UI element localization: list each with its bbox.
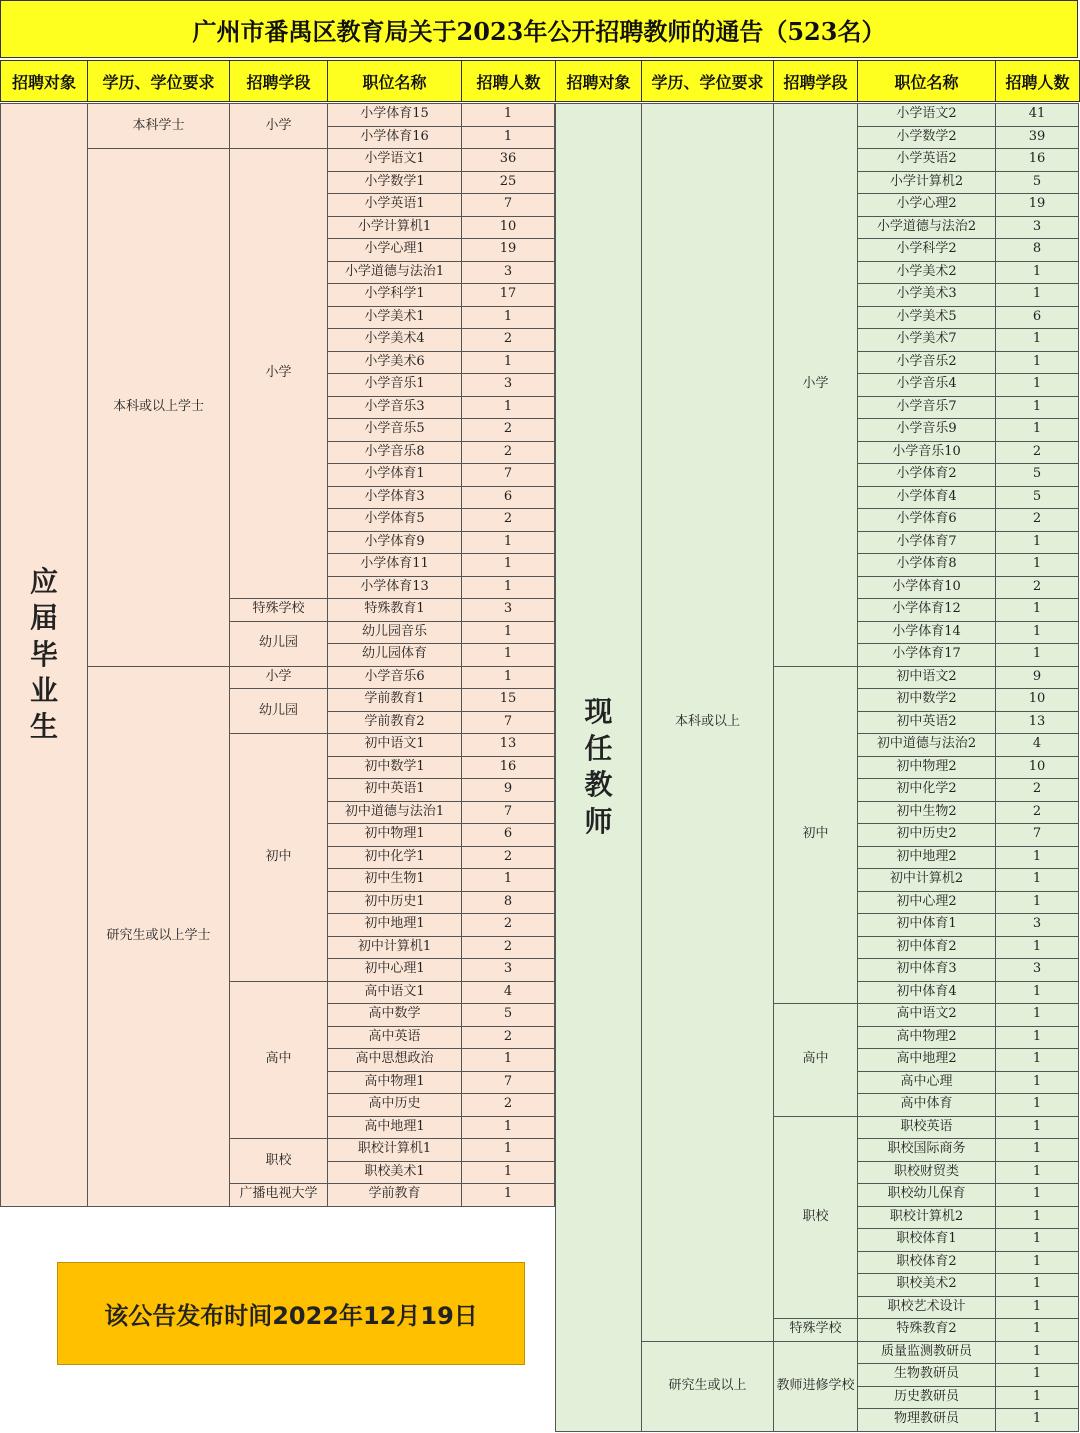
header-left-4: 招聘人数	[461, 60, 556, 102]
job-title-cell: 小学美术1	[327, 306, 462, 330]
job-title-cell: 高中英语	[327, 1026, 462, 1050]
job-count-cell: 41	[995, 103, 1079, 127]
left-stage-cell: 初中	[229, 733, 328, 982]
job-title-cell: 小学计算机1	[327, 216, 462, 240]
job-count-cell: 1	[461, 1116, 555, 1140]
header-right-1: 学历、学位要求	[641, 60, 774, 102]
left-edu-requirement: 研究生或以上学士	[87, 666, 230, 1207]
right-stage-cell: 初中	[773, 666, 858, 1005]
job-count-cell: 7	[995, 823, 1079, 847]
job-title-cell: 小学音乐9	[857, 418, 996, 442]
job-count-cell: 5	[461, 1003, 555, 1027]
job-title-cell: 职校艺术设计	[857, 1296, 996, 1320]
job-title-cell: 特殊教育1	[327, 598, 462, 622]
job-title-cell: 职校体育1	[857, 1228, 996, 1252]
left-stage-cell: 职校	[229, 1138, 328, 1184]
job-title-cell: 小学美术5	[857, 306, 996, 330]
job-count-cell: 3	[461, 373, 555, 397]
job-count-cell: 1	[461, 1138, 555, 1162]
job-title-cell: 小学数学2	[857, 126, 996, 150]
job-title-cell: 初中化学2	[857, 778, 996, 802]
job-count-cell: 1	[995, 1093, 1079, 1117]
left-stage-cell: 小学	[229, 148, 328, 599]
job-title-cell: 小学体育15	[327, 103, 462, 127]
job-title-cell: 初中历史2	[857, 823, 996, 847]
job-title-cell: 职校美术1	[327, 1161, 462, 1185]
job-count-cell: 16	[461, 756, 555, 780]
job-title-cell: 小学体育11	[327, 553, 462, 577]
job-count-cell: 15	[461, 688, 555, 712]
job-title-cell: 小学音乐3	[327, 396, 462, 420]
job-count-cell: 7	[461, 711, 555, 735]
job-title-cell: 初中地理1	[327, 913, 462, 937]
job-title-cell: 物理教研员	[857, 1408, 996, 1432]
job-title-cell: 小学体育6	[857, 508, 996, 532]
job-title-cell: 初中历史1	[327, 891, 462, 915]
right-edu-requirement: 研究生或以上	[641, 1341, 774, 1432]
job-count-cell: 10	[461, 216, 555, 240]
job-count-cell: 2	[461, 508, 555, 532]
job-count-cell: 4	[995, 733, 1079, 757]
left-stage-cell: 幼儿园	[229, 688, 328, 734]
job-count-cell: 5	[995, 463, 1079, 487]
job-title-cell: 小学音乐5	[327, 418, 462, 442]
job-title-cell: 初中数学2	[857, 688, 996, 712]
job-title-cell: 小学心理2	[857, 193, 996, 217]
right-edu-requirement: 本科或以上	[641, 103, 774, 1342]
job-title-cell: 高中物理1	[327, 1071, 462, 1095]
job-count-cell: 8	[995, 238, 1079, 262]
job-count-cell: 1	[995, 261, 1079, 285]
job-count-cell: 2	[995, 778, 1079, 802]
job-count-cell: 7	[461, 463, 555, 487]
left-stage-cell: 幼儿园	[229, 621, 328, 667]
job-title-cell: 小学体育5	[327, 508, 462, 532]
job-title-cell: 小学音乐8	[327, 441, 462, 465]
job-count-cell: 1	[461, 1183, 555, 1207]
job-count-cell: 1	[995, 1318, 1079, 1342]
right-stage-cell: 特殊学校	[773, 1318, 858, 1342]
job-title-cell: 职校英语	[857, 1116, 996, 1140]
header-left-1: 学历、学位要求	[87, 60, 230, 102]
job-title-cell: 职校体育2	[857, 1251, 996, 1275]
job-title-cell: 生物教研员	[857, 1363, 996, 1387]
job-title-cell: 初中生物2	[857, 801, 996, 825]
job-title-cell: 小学美术2	[857, 261, 996, 285]
page-title: 广州市番禺区教育局关于2023年公开招聘教师的通告（523名）	[0, 0, 1078, 58]
job-count-cell: 1	[995, 981, 1079, 1005]
job-title-cell: 小学数学1	[327, 171, 462, 195]
job-count-cell: 2	[461, 328, 555, 352]
job-count-cell: 25	[461, 171, 555, 195]
job-count-cell: 7	[461, 1071, 555, 1095]
job-count-cell: 1	[995, 1273, 1079, 1297]
job-title-cell: 初中体育4	[857, 981, 996, 1005]
right-target-cell: 现 任 教 师	[555, 103, 642, 1432]
job-count-cell: 1	[461, 531, 555, 555]
job-count-cell: 1	[461, 306, 555, 330]
job-title-cell: 小学英语2	[857, 148, 996, 172]
job-count-cell: 1	[995, 621, 1079, 645]
right-stage-cell: 教师进修学校	[773, 1341, 858, 1432]
job-count-cell: 1	[995, 643, 1079, 667]
job-count-cell: 1	[995, 1408, 1079, 1432]
job-count-cell: 1	[461, 666, 555, 690]
job-count-cell: 1	[461, 576, 555, 600]
job-count-cell: 1	[995, 531, 1079, 555]
job-title-cell: 小学体育13	[327, 576, 462, 600]
job-count-cell: 3	[461, 598, 555, 622]
job-count-cell: 3	[461, 958, 555, 982]
job-title-cell: 初中英语1	[327, 778, 462, 802]
job-count-cell: 13	[461, 733, 555, 757]
job-title-cell: 小学心理1	[327, 238, 462, 262]
job-count-cell: 1	[995, 598, 1079, 622]
job-title-cell: 初中数学1	[327, 756, 462, 780]
job-count-cell: 1	[995, 396, 1079, 420]
job-count-cell: 1	[995, 1341, 1079, 1365]
header-right-3: 职位名称	[857, 60, 996, 102]
job-count-cell: 1	[461, 1048, 555, 1072]
left-stage-cell: 小学	[229, 103, 328, 149]
job-title-cell: 小学道德与法治1	[327, 261, 462, 285]
job-count-cell: 2	[461, 418, 555, 442]
job-count-cell: 2	[995, 508, 1079, 532]
job-title-cell: 小学体育3	[327, 486, 462, 510]
job-count-cell: 1	[995, 1161, 1079, 1185]
job-count-cell: 9	[995, 666, 1079, 690]
job-count-cell: 1	[995, 1138, 1079, 1162]
job-count-cell: 1	[995, 1048, 1079, 1072]
job-title-cell: 小学体育8	[857, 553, 996, 577]
job-count-cell: 6	[995, 306, 1079, 330]
job-count-cell: 3	[995, 913, 1079, 937]
right-stage-cell: 职校	[773, 1116, 858, 1320]
job-title-cell: 小学美术3	[857, 283, 996, 307]
job-count-cell: 19	[461, 238, 555, 262]
left-edu-requirement: 本科或以上学士	[87, 148, 230, 667]
job-title-cell: 职校国际商务	[857, 1138, 996, 1162]
left-target-cell: 应 届 毕 业 生	[0, 103, 88, 1207]
job-title-cell: 初中体育3	[857, 958, 996, 982]
job-title-cell: 小学体育4	[857, 486, 996, 510]
job-count-cell: 1	[995, 283, 1079, 307]
job-count-cell: 10	[995, 756, 1079, 780]
job-count-cell: 1	[995, 1071, 1079, 1095]
job-count-cell: 1	[461, 396, 555, 420]
job-count-cell: 16	[995, 148, 1079, 172]
job-title-cell: 初中物理2	[857, 756, 996, 780]
job-count-cell: 1	[995, 846, 1079, 870]
job-count-cell: 5	[995, 486, 1079, 510]
job-count-cell: 1	[995, 1116, 1079, 1140]
job-count-cell: 1	[995, 1183, 1079, 1207]
job-title-cell: 职校幼儿保育	[857, 1183, 996, 1207]
job-title-cell: 高中地理2	[857, 1048, 996, 1072]
left-stage-cell: 广播电视大学	[229, 1183, 328, 1207]
header-right-0: 招聘对象	[555, 60, 642, 102]
job-title-cell: 小学体育1	[327, 463, 462, 487]
job-title-cell: 小学科学1	[327, 283, 462, 307]
job-title-cell: 小学体育16	[327, 126, 462, 150]
job-title-cell: 小学音乐6	[327, 666, 462, 690]
job-count-cell: 7	[461, 193, 555, 217]
job-count-cell: 13	[995, 711, 1079, 735]
job-count-cell: 19	[995, 193, 1079, 217]
job-count-cell: 1	[461, 103, 555, 127]
left-edu-requirement: 本科学士	[87, 103, 230, 149]
job-title-cell: 高中体育	[857, 1093, 996, 1117]
job-count-cell: 8	[461, 891, 555, 915]
job-count-cell: 1	[995, 1251, 1079, 1275]
job-title-cell: 小学语文2	[857, 103, 996, 127]
job-title-cell: 质量监测教研员	[857, 1341, 996, 1365]
job-title-cell: 学前教育1	[327, 688, 462, 712]
job-count-cell: 2	[461, 936, 555, 960]
job-count-cell: 10	[995, 688, 1079, 712]
job-title-cell: 高中地理1	[327, 1116, 462, 1140]
job-count-cell: 6	[461, 486, 555, 510]
job-count-cell: 3	[461, 261, 555, 285]
job-count-cell: 1	[995, 1296, 1079, 1320]
header-left-3: 职位名称	[327, 60, 462, 102]
job-count-cell: 1	[995, 1228, 1079, 1252]
right-stage-cell: 高中	[773, 1003, 858, 1117]
job-title-cell: 职校计算机2	[857, 1206, 996, 1230]
job-count-cell: 2	[995, 801, 1079, 825]
job-count-cell: 1	[995, 891, 1079, 915]
job-count-cell: 17	[461, 283, 555, 307]
job-count-cell: 1	[461, 126, 555, 150]
left-stage-cell: 高中	[229, 981, 328, 1140]
job-title-cell: 小学美术7	[857, 328, 996, 352]
job-title-cell: 初中英语2	[857, 711, 996, 735]
job-title-cell: 小学体育9	[327, 531, 462, 555]
job-title-cell: 初中道德与法治1	[327, 801, 462, 825]
job-count-cell: 3	[995, 216, 1079, 240]
job-count-cell: 2	[461, 1093, 555, 1117]
job-count-cell: 1	[461, 868, 555, 892]
job-title-cell: 初中语文2	[857, 666, 996, 690]
job-title-cell: 小学音乐4	[857, 373, 996, 397]
job-count-cell: 2	[461, 441, 555, 465]
job-title-cell: 幼儿园体育	[327, 643, 462, 667]
job-title-cell: 初中化学1	[327, 846, 462, 870]
job-title-cell: 小学美术4	[327, 328, 462, 352]
job-count-cell: 2	[461, 846, 555, 870]
job-title-cell: 初中地理2	[857, 846, 996, 870]
job-count-cell: 6	[461, 823, 555, 847]
job-count-cell: 4	[461, 981, 555, 1005]
job-title-cell: 初中生物1	[327, 868, 462, 892]
job-count-cell: 1	[995, 351, 1079, 375]
header-right-4: 招聘人数	[995, 60, 1080, 102]
job-count-cell: 1	[995, 328, 1079, 352]
job-title-cell: 小学体育12	[857, 598, 996, 622]
job-count-cell: 1	[995, 1003, 1079, 1027]
job-title-cell: 初中计算机1	[327, 936, 462, 960]
job-title-cell: 历史教研员	[857, 1386, 996, 1410]
job-title-cell: 小学音乐7	[857, 396, 996, 420]
job-count-cell: 1	[995, 553, 1079, 577]
job-count-cell: 2	[461, 1026, 555, 1050]
job-title-cell: 高中思想政治	[327, 1048, 462, 1072]
job-count-cell: 3	[995, 958, 1079, 982]
job-title-cell: 幼儿园音乐	[327, 621, 462, 645]
job-count-cell: 5	[995, 171, 1079, 195]
job-title-cell: 初中体育2	[857, 936, 996, 960]
job-title-cell: 初中物理1	[327, 823, 462, 847]
job-title-cell: 小学道德与法治2	[857, 216, 996, 240]
job-title-cell: 特殊教育2	[857, 1318, 996, 1342]
job-count-cell: 36	[461, 148, 555, 172]
job-title-cell: 小学体育17	[857, 643, 996, 667]
job-count-cell: 9	[461, 778, 555, 802]
job-title-cell: 小学美术6	[327, 351, 462, 375]
header-left-0: 招聘对象	[0, 60, 88, 102]
job-title-cell: 小学体育7	[857, 531, 996, 555]
job-count-cell: 1	[995, 936, 1079, 960]
job-title-cell: 小学体育14	[857, 621, 996, 645]
job-count-cell: 1	[995, 1386, 1079, 1410]
job-count-cell: 1	[461, 1161, 555, 1185]
notice-date-banner: 该公告发布时间2022年12月19日	[57, 1262, 525, 1365]
job-count-cell: 2	[995, 441, 1079, 465]
job-title-cell: 小学语文1	[327, 148, 462, 172]
job-title-cell: 职校财贸类	[857, 1161, 996, 1185]
job-title-cell: 初中心理2	[857, 891, 996, 915]
job-title-cell: 学前教育2	[327, 711, 462, 735]
job-count-cell: 2	[461, 913, 555, 937]
job-title-cell: 学前教育	[327, 1183, 462, 1207]
job-title-cell: 初中计算机2	[857, 868, 996, 892]
header-right-2: 招聘学段	[773, 60, 858, 102]
job-title-cell: 初中语文1	[327, 733, 462, 757]
job-title-cell: 小学计算机2	[857, 171, 996, 195]
job-title-cell: 小学英语1	[327, 193, 462, 217]
job-count-cell: 1	[995, 1363, 1079, 1387]
job-title-cell: 初中体育1	[857, 913, 996, 937]
job-title-cell: 高中数学	[327, 1003, 462, 1027]
job-title-cell: 小学音乐1	[327, 373, 462, 397]
job-title-cell: 小学音乐2	[857, 351, 996, 375]
job-title-cell: 职校计算机1	[327, 1138, 462, 1162]
job-count-cell: 1	[995, 373, 1079, 397]
job-title-cell: 小学体育2	[857, 463, 996, 487]
job-title-cell: 初中道德与法治2	[857, 733, 996, 757]
job-title-cell: 高中物理2	[857, 1026, 996, 1050]
job-title-cell: 高中心理	[857, 1071, 996, 1095]
right-stage-cell: 小学	[773, 103, 858, 667]
job-title-cell: 小学音乐10	[857, 441, 996, 465]
left-stage-cell: 小学	[229, 666, 328, 690]
job-count-cell: 1	[995, 418, 1079, 442]
left-stage-cell: 特殊学校	[229, 598, 328, 622]
job-count-cell: 2	[995, 576, 1079, 600]
job-count-cell: 1	[461, 643, 555, 667]
job-count-cell: 1	[995, 1026, 1079, 1050]
job-count-cell: 7	[461, 801, 555, 825]
job-title-cell: 职校美术2	[857, 1273, 996, 1297]
job-title-cell: 高中历史	[327, 1093, 462, 1117]
job-count-cell: 1	[461, 553, 555, 577]
job-title-cell: 高中语文1	[327, 981, 462, 1005]
job-count-cell: 39	[995, 126, 1079, 150]
job-count-cell: 1	[461, 621, 555, 645]
job-count-cell: 1	[461, 351, 555, 375]
job-title-cell: 高中语文2	[857, 1003, 996, 1027]
job-title-cell: 小学体育10	[857, 576, 996, 600]
job-count-cell: 1	[995, 868, 1079, 892]
job-title-cell: 小学科学2	[857, 238, 996, 262]
job-title-cell: 初中心理1	[327, 958, 462, 982]
job-count-cell: 1	[995, 1206, 1079, 1230]
header-left-2: 招聘学段	[229, 60, 328, 102]
